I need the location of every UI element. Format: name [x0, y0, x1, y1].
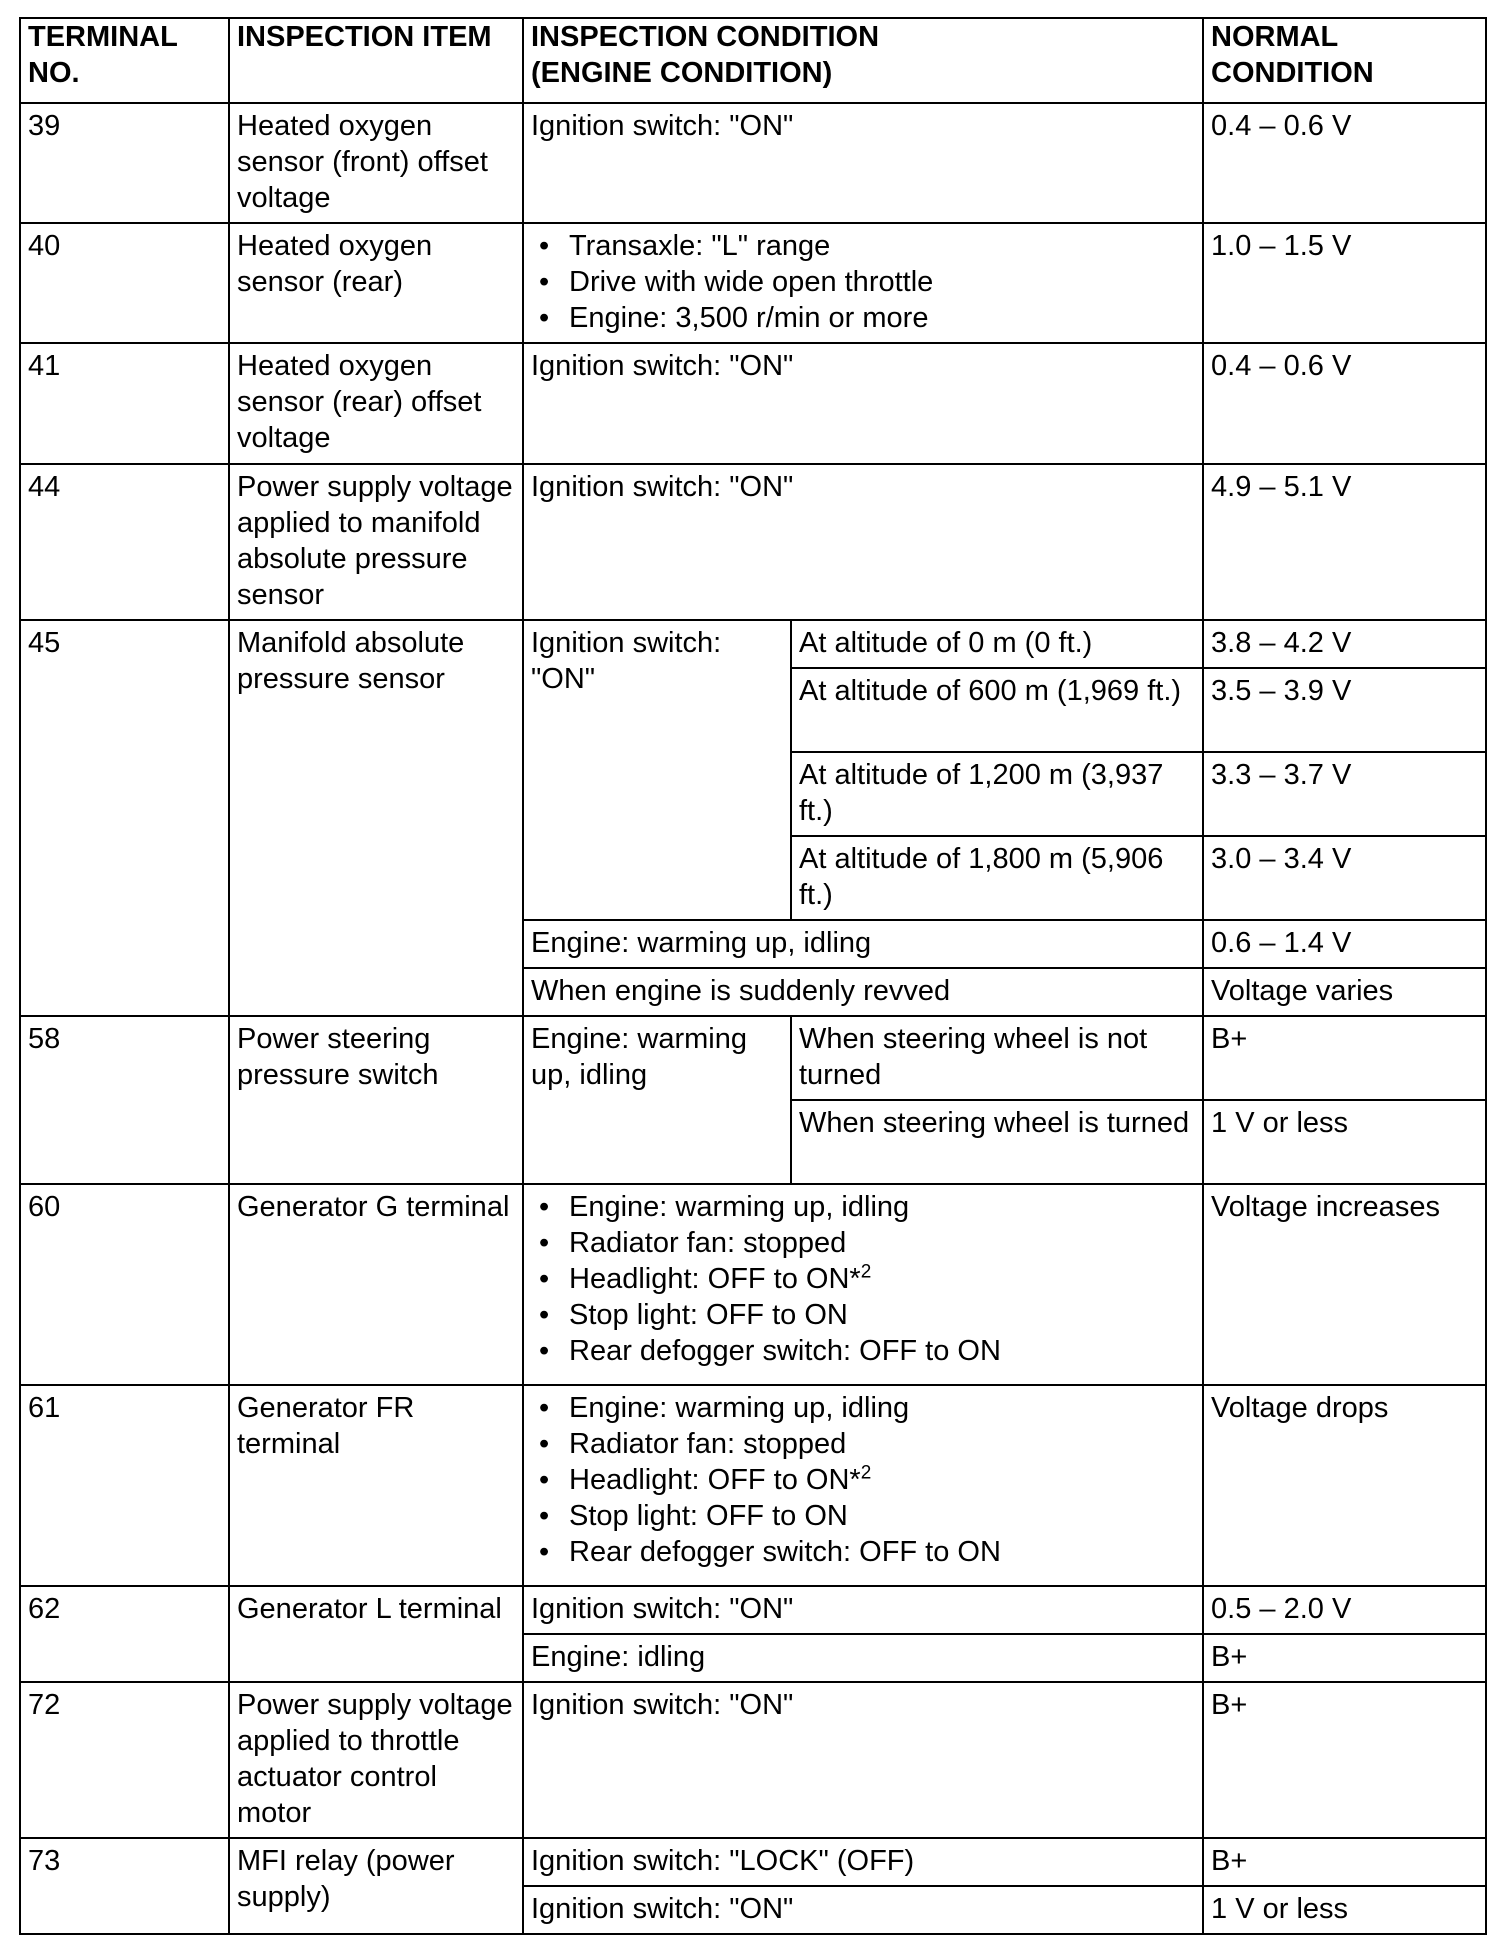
normal-condition: 4.9 – 5.1 V	[1203, 464, 1486, 620]
sub-condition: At altitude of 0 m (0 ft.)	[791, 620, 1203, 668]
normal-condition: 0.5 – 2.0 V	[1203, 1586, 1486, 1634]
inspection-condition: Ignition switch: "ON"	[523, 343, 1203, 464]
sub-condition: When steering wheel is turned	[791, 1100, 1203, 1184]
inspection-condition: Ignition switch: "ON"	[523, 1586, 1203, 1634]
terminal-inspection-table	[19, 17, 1487, 1935]
normal-condition: 3.0 – 3.4 V	[1203, 836, 1486, 920]
footnote-ref: 2	[860, 1261, 872, 1283]
header-row	[20, 18, 1486, 103]
normal-condition: B+	[1203, 1634, 1486, 1682]
header-inspection-condition: INSPECTION CONDITION (ENGINE CONDITION)	[523, 18, 1203, 103]
terminal-no: 41	[20, 343, 229, 464]
inspection-condition-engine: Engine: warming up, idling	[523, 1016, 791, 1184]
inspection-condition: Ignition switch: "ON"	[523, 1886, 1203, 1934]
table-row	[20, 620, 1486, 668]
sub-condition: At altitude of 600 m (1,969 ft.)	[791, 668, 1203, 752]
inspection-item: Heated oxygen sensor (rear) offset voltage	[229, 343, 523, 464]
inspection-condition: Ignition switch: "LOCK" (OFF)	[523, 1838, 1203, 1886]
list-item: • Transaxle: "L" range	[531, 228, 1195, 264]
sub-condition: At altitude of 1,200 m (3,937 ft.)	[791, 752, 1203, 836]
table-row	[20, 1682, 1486, 1838]
inspection-item: Heated oxygen sensor (rear)	[229, 223, 523, 343]
list-item: • Radiator fan: stopped	[531, 1426, 1195, 1462]
header-normal-condition: NORMAL CONDITION	[1203, 18, 1486, 103]
normal-condition: 0.4 – 0.6 V	[1203, 343, 1486, 464]
normal-condition: Voltage drops	[1203, 1385, 1486, 1586]
normal-condition: 0.4 – 0.6 V	[1203, 103, 1486, 223]
terminal-no: 60	[20, 1184, 229, 1385]
normal-condition: B+	[1203, 1016, 1486, 1100]
header-inspection-item: INSPECTION ITEM	[229, 18, 523, 103]
condition-list	[531, 1189, 1195, 1369]
list-item: • Headlight: OFF to ON*$^2$	[531, 1261, 1195, 1297]
normal-condition: B+	[1203, 1682, 1486, 1838]
terminal-no: 61	[20, 1385, 229, 1586]
inspection-item: Generator L terminal	[229, 1586, 523, 1682]
inspection-item: Power supply voltage applied to throttle actuator control motor	[229, 1682, 523, 1838]
terminal-no: 72	[20, 1682, 229, 1838]
inspection-condition: Ignition switch: "ON"	[523, 103, 1203, 223]
inspection-condition: When engine is suddenly revved	[523, 968, 1203, 1016]
table-row	[20, 1184, 1486, 1385]
condition-list	[531, 228, 1195, 336]
table-row	[20, 223, 1486, 343]
list-item: • Drive with wide open throttle	[531, 264, 1195, 300]
list-item: • Engine: warming up, idling	[531, 1189, 1195, 1225]
inspection-condition: Engine: warming up, idling	[523, 920, 1203, 968]
inspection-condition	[523, 223, 1203, 343]
table-row	[20, 343, 1486, 464]
list-item: • Stop light: OFF to ON	[531, 1297, 1195, 1333]
terminal-no: 39	[20, 103, 229, 223]
inspection-condition: Engine: idling	[523, 1634, 1203, 1682]
inspection-condition: Ignition switch: "ON"	[523, 464, 1203, 620]
normal-condition: 3.8 – 4.2 V	[1203, 620, 1486, 668]
inspection-condition: Ignition switch: "ON"	[523, 1682, 1203, 1838]
inspection-item: Power supply voltage applied to manifold absolute pressure sensor	[229, 464, 523, 620]
normal-condition: 0.6 – 1.4 V	[1203, 920, 1486, 968]
terminal-no: 73	[20, 1838, 229, 1934]
sub-condition: When steering wheel is not turned	[791, 1016, 1203, 1100]
inspection-item: Generator G terminal	[229, 1184, 523, 1385]
table-row	[20, 1586, 1486, 1634]
normal-condition: 1.0 – 1.5 V	[1203, 223, 1486, 343]
inspection-item: Heated oxygen sensor (front) offset voltage	[229, 103, 523, 223]
table-row	[20, 1838, 1486, 1886]
terminal-no: 40	[20, 223, 229, 343]
terminal-no: 44	[20, 464, 229, 620]
condition-list	[531, 1390, 1195, 1570]
normal-condition: Voltage varies	[1203, 968, 1486, 1016]
terminal-no: 62	[20, 1586, 229, 1682]
inspection-condition-ignition: Ignition switch: "ON"	[523, 620, 791, 920]
inspection-item: Power steering pressure switch	[229, 1016, 523, 1184]
table-row	[20, 464, 1486, 620]
inspection-item: MFI relay (power supply)	[229, 1838, 523, 1934]
list-item: • Rear defogger switch: OFF to ON	[531, 1534, 1195, 1570]
inspection-item: Manifold absolute pressure sensor	[229, 620, 523, 1016]
table-row	[20, 103, 1486, 223]
table-row	[20, 1016, 1486, 1100]
normal-condition: 3.5 – 3.9 V	[1203, 668, 1486, 752]
header-terminal-no: TERMINAL NO.	[20, 18, 229, 103]
normal-condition: 3.3 – 3.7 V	[1203, 752, 1486, 836]
table-row	[20, 1385, 1486, 1586]
list-item: • Stop light: OFF to ON	[531, 1498, 1195, 1534]
list-item: • Rear defogger switch: OFF to ON	[531, 1333, 1195, 1369]
normal-condition: Voltage increases	[1203, 1184, 1486, 1385]
terminal-no: 45	[20, 620, 229, 1016]
normal-condition: B+	[1203, 1838, 1486, 1886]
inspection-condition	[523, 1184, 1203, 1385]
normal-condition: 1 V or less	[1203, 1886, 1486, 1934]
list-item: • Engine: 3,500 r/min or more	[531, 300, 1195, 336]
footnote-ref: 2	[860, 1462, 872, 1484]
inspection-item: Generator FR terminal	[229, 1385, 523, 1586]
list-item: • Engine: warming up, idling	[531, 1390, 1195, 1426]
normal-condition: 1 V or less	[1203, 1100, 1486, 1184]
inspection-condition	[523, 1385, 1203, 1586]
list-item: • Radiator fan: stopped	[531, 1225, 1195, 1261]
sub-condition: At altitude of 1,800 m (5,906 ft.)	[791, 836, 1203, 920]
terminal-no: 58	[20, 1016, 229, 1184]
list-item: • Headlight: OFF to ON*$^2$	[531, 1462, 1195, 1498]
